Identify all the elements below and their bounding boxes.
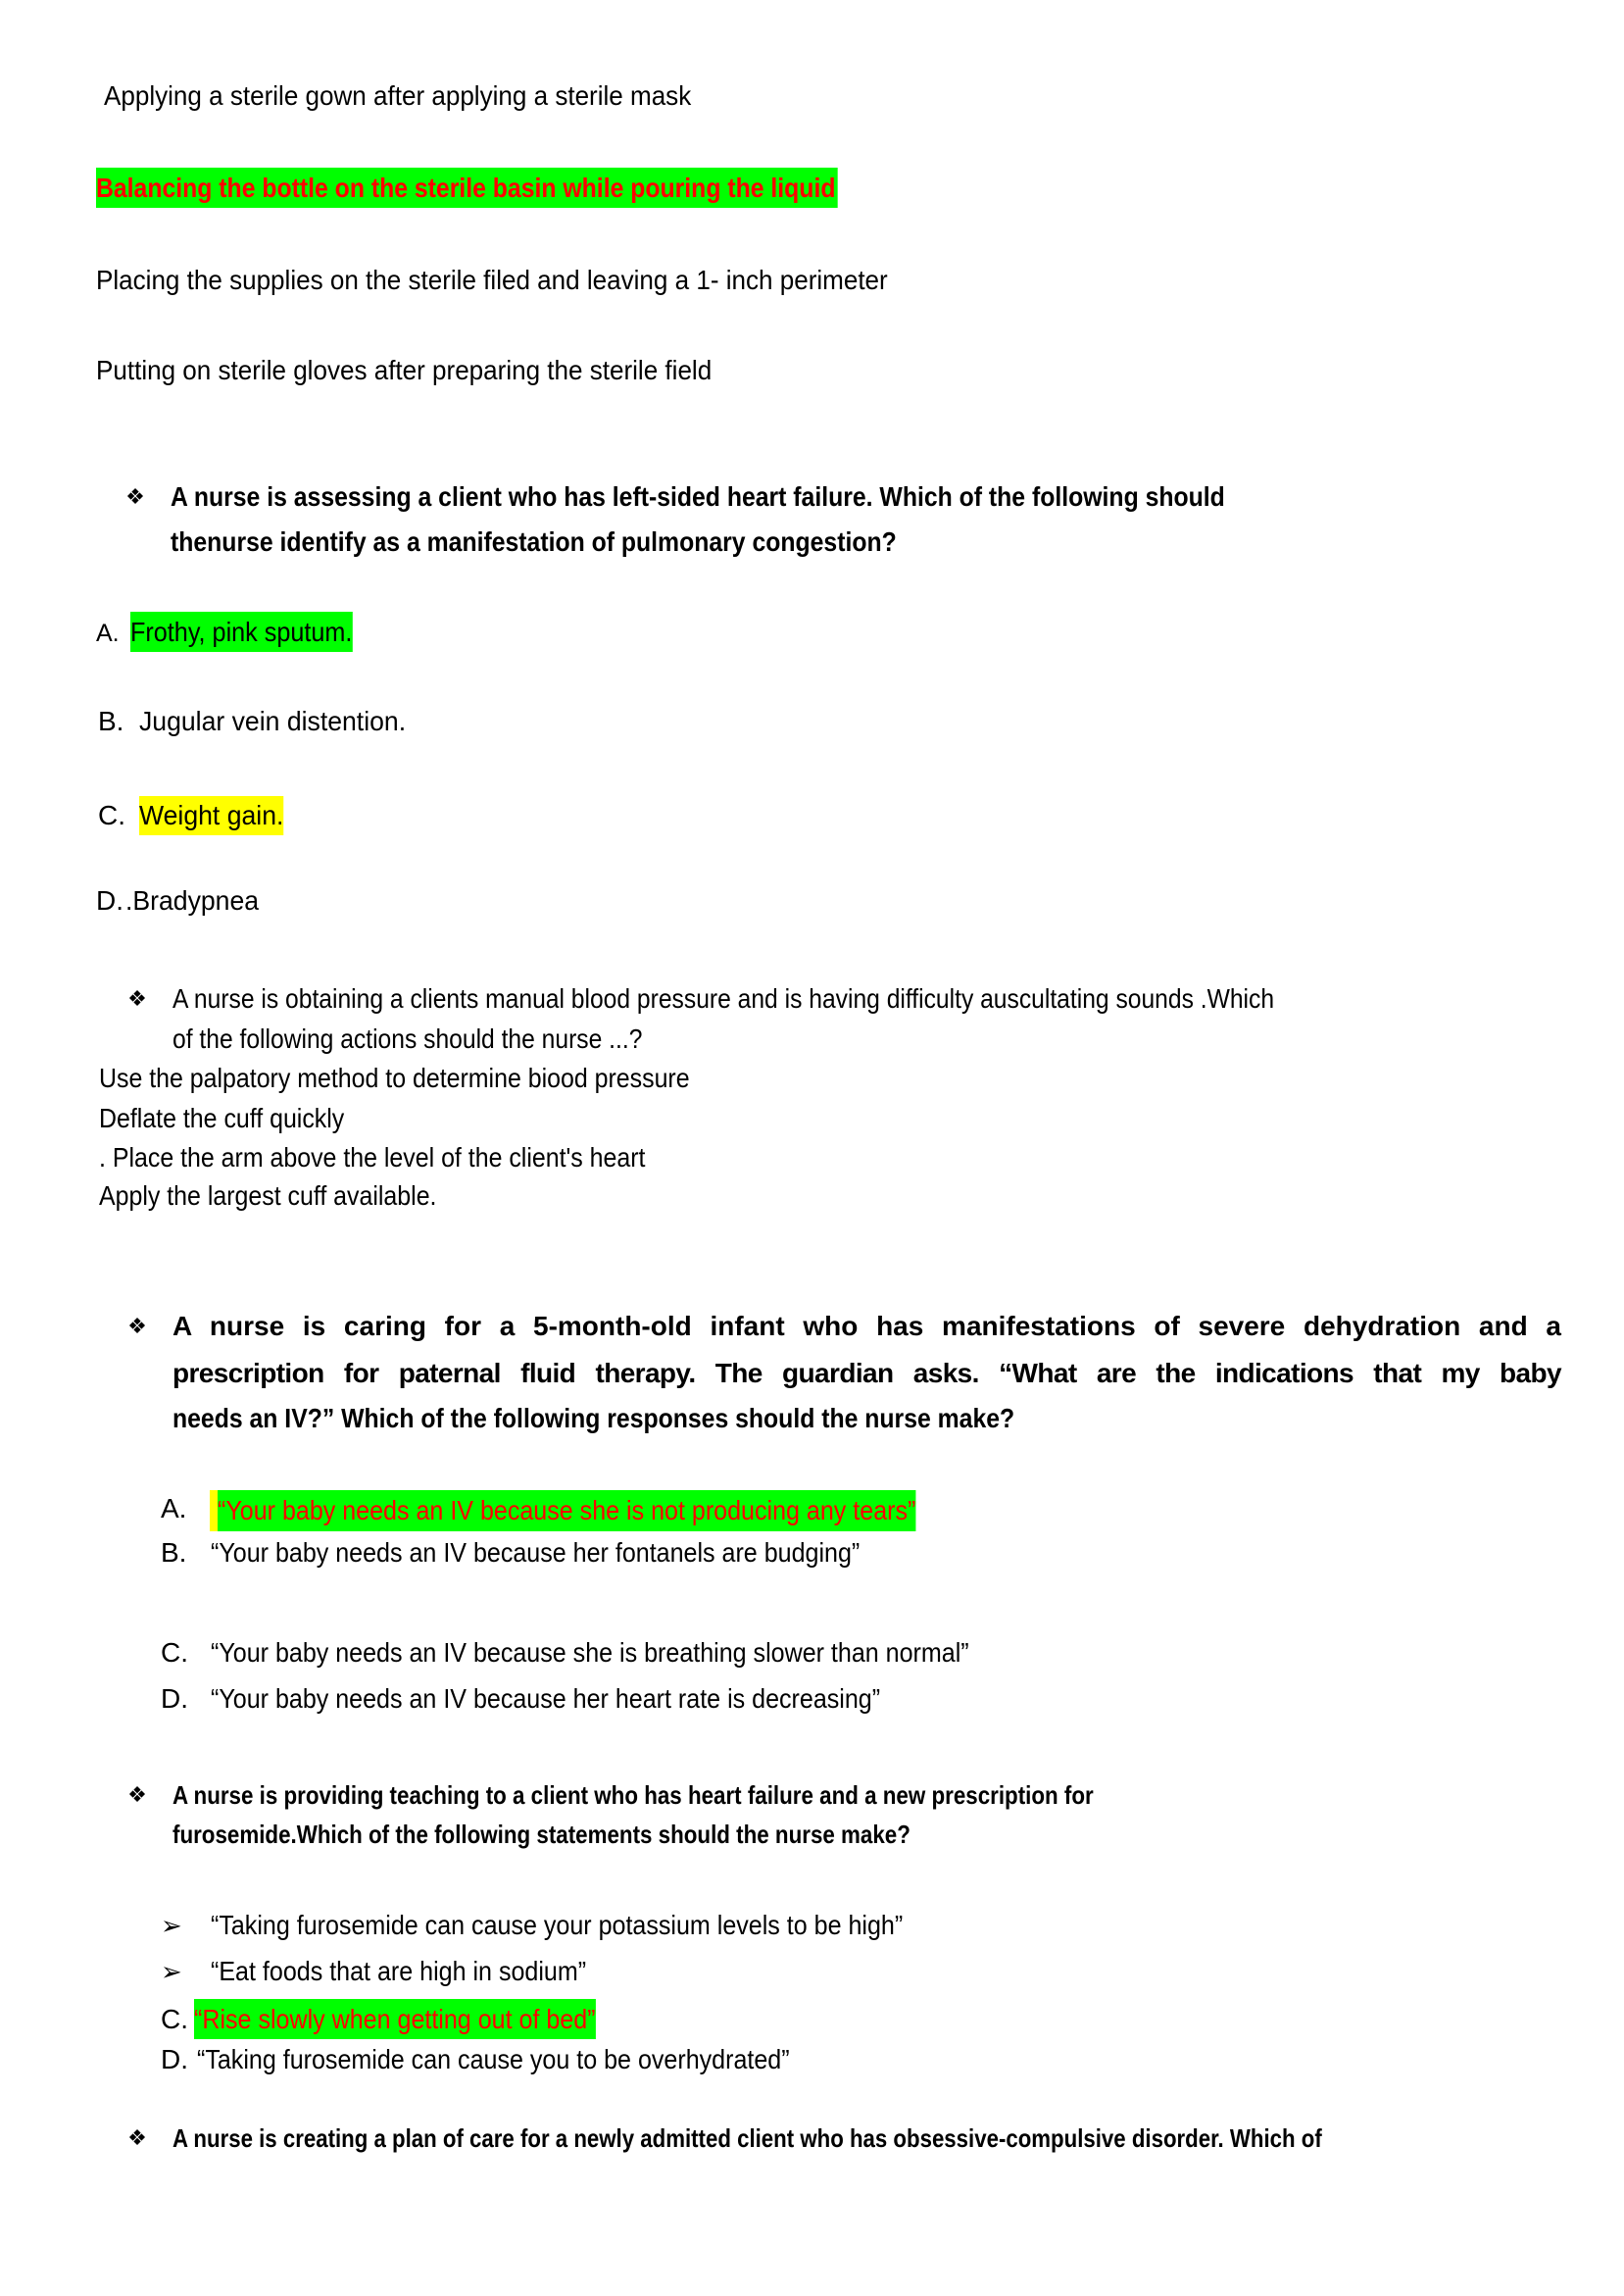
bullet-diamond-icon: ❖ [127,1782,147,1807]
q1-option-d [96,881,266,921]
option-text: “Taking furosemide can cause you to be overhydrated” [197,2044,790,2074]
q0-option-3: Placing the supplies on the sterile filed and leaving a 1- inch perimeter [96,265,888,295]
bullet-diamond-icon: ❖ [127,2125,147,2150]
option-label: D. [161,1683,188,1714]
q3-question-line-3: needs an IV?” Which of the following responses should the nurse make? [172,1403,1015,1433]
q4-option-1: “Taking furosemide can cause your potassium levels to be high” [211,1910,904,1940]
option-text: .Bradypnea [125,885,260,916]
arrow-bullet-icon: ➢ [161,1957,182,1986]
option-label: B. [161,1537,187,1568]
q4-option-d [161,2040,860,2079]
q2-question-line-2: of the following actions should the nurse ...? [172,1023,643,1054]
q3-option-b [161,1533,936,1572]
q3-question-line-2: prescription for paternal fluid therapy. The guardian asks. “What are the indications that my baby [172,1358,1561,1388]
q1-question-line-2: thenurse identify as a manifestation of pulmonary congestion? [171,526,897,557]
q4-question-line-2: furosemide.Which of the following statements should the nurse make? [172,1820,910,1849]
q4-option-c [161,1999,643,2039]
arrow-bullet-icon: ➢ [161,1911,182,1940]
q1-option-c [98,796,291,835]
option-text-alt: Weight gain. [139,796,283,835]
q5-question-line-1: A nurse is creating a plan of care for a newly admitted client who has obsessive-compulsive disorder. Which of [172,2123,1322,2153]
option-text: “Your baby needs an IV because her fontanels are budging” [211,1537,861,1568]
option-text: “Your baby needs an IV because she is breathing slower than normal” [211,1637,969,1668]
bullet-diamond-icon: ❖ [127,1314,147,1338]
option-label: A. [161,1493,187,1523]
option-label: C. [98,800,125,830]
q3-option-d [161,1679,959,1719]
q0-option-1: Applying a sterile gown after applying a sterile mask [104,80,692,111]
yellow-marker [210,1490,218,1531]
q3-option-c [161,1633,1058,1672]
q3-question-line-1: A nurse is caring for a 5-month-old infant who has manifestations of severe dehydration and a [172,1311,1561,1341]
q0-option-4: Putting on sterile gloves after preparing the sterile field [96,355,713,385]
option-text-correct: “Rise slowly when getting out of bed” [194,1999,596,2039]
option-label: C. [161,1637,188,1668]
q0-option-2-correct: Balancing the bottle on the sterile basin while pouring the liquid [96,168,837,208]
option-label: D. [96,885,123,916]
bullet-diamond-icon: ❖ [125,484,145,509]
q1-option-a [96,612,377,651]
q1-question-line-1: A nurse is assessing a client who has left-sided heart failure. Which of the following should [171,481,1225,512]
option-text: “Your baby needs an IV because her heart rate is decreasing” [211,1683,881,1714]
q3-option-a [161,1488,998,1529]
q2-option-2: Deflate the cuff quickly [99,1103,345,1133]
q2-option-4: Apply the largest cuff available. [99,1180,437,1211]
bullet-diamond-icon: ❖ [127,986,147,1011]
q2-option-1: Use the palpatory method to determine biood pressure [99,1063,690,1093]
q4-option-2: “Eat foods that are high in sodium” [211,1956,587,1986]
option-text: Jugular vein distention. [139,706,407,736]
option-label: B. [98,706,124,736]
option-label: A. [96,620,120,647]
q4-question-line-1: A nurse is providing teaching to a client who has heart failure and a new prescription for [172,1780,1094,1810]
option-label: C. [161,2004,188,2034]
q2-question-line-1: A nurse is obtaining a clients manual blood pressure and is having difficulty auscultating sounds .Which [172,983,1275,1014]
option-text-correct: “Your baby needs an IV because she is not producing any tears” [218,1490,915,1531]
q2-option-3: . Place the arm above the level of the client's heart [99,1142,646,1173]
q1-option-b [98,702,419,741]
option-label: D. [161,2044,188,2074]
option-text-correct: Frothy, pink sputum. [130,612,352,652]
